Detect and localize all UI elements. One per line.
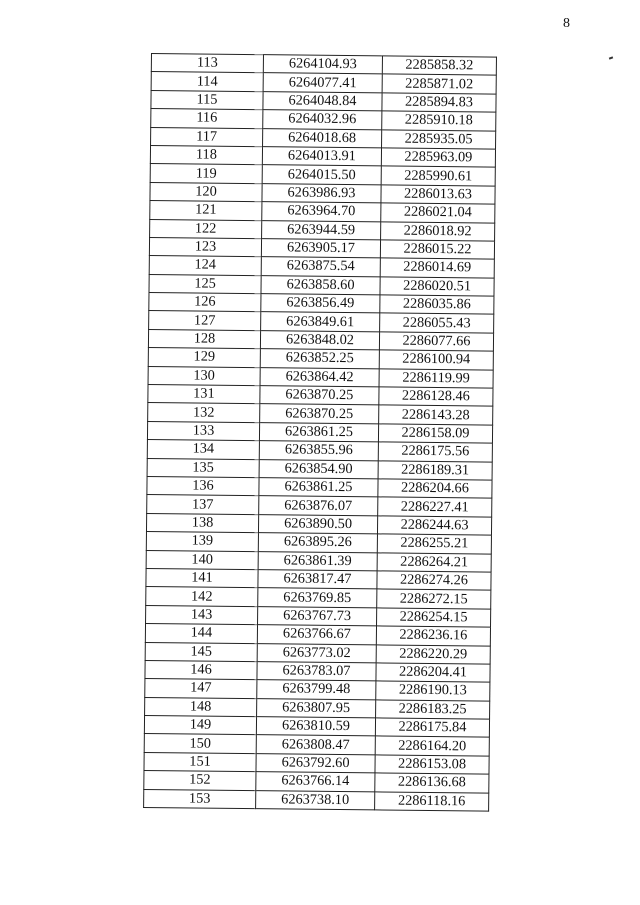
y-coordinate-cell: 2286204.66 [378, 479, 492, 499]
y-coordinate-cell: 2286136.68 [375, 773, 489, 793]
point-number-cell: 134 [147, 440, 259, 460]
table-row [144, 789, 489, 811]
point-number-cell: 140 [146, 550, 258, 570]
point-number-cell: 117 [151, 127, 263, 147]
point-number-cell: 115 [151, 90, 263, 110]
x-coordinate-cell: 6263783.07 [257, 662, 376, 682]
y-coordinate-cell: 2286153.08 [375, 755, 489, 775]
x-coordinate-cell: 6263870.25 [260, 404, 379, 424]
point-number-cell: 124 [149, 256, 261, 276]
point-number-cell: 141 [146, 568, 258, 588]
y-coordinate-cell: 2285963.09 [381, 148, 495, 168]
x-coordinate-cell: 6263858.60 [261, 275, 380, 295]
x-coordinate-cell: 6263808.47 [256, 735, 375, 755]
x-coordinate-cell: 6263876.07 [259, 496, 378, 516]
y-coordinate-cell: 2286118.16 [375, 792, 489, 812]
point-number-cell: 152 [144, 771, 256, 791]
x-coordinate-cell: 6264077.41 [263, 73, 382, 93]
x-coordinate-cell: 6263856.49 [261, 294, 380, 314]
y-coordinate-cell: 2286255.21 [377, 534, 491, 554]
y-coordinate-cell: 2286077.66 [379, 332, 493, 352]
point-number-cell: 120 [150, 182, 262, 202]
x-coordinate-cell: 6264032.96 [263, 110, 382, 130]
point-number-cell: 128 [148, 329, 260, 349]
x-coordinate-cell: 6263799.48 [257, 680, 376, 700]
x-coordinate-cell: 6263769.85 [258, 588, 377, 608]
x-coordinate-cell: 6263854.90 [259, 459, 378, 479]
y-coordinate-cell: 2286190.13 [376, 681, 490, 701]
y-coordinate-cell: 2285858.32 [382, 56, 496, 76]
x-coordinate-cell: 6263864.42 [260, 367, 379, 387]
point-number-cell: 153 [144, 789, 256, 809]
x-coordinate-cell: 6263766.67 [257, 625, 376, 645]
y-coordinate-cell: 2286272.15 [377, 589, 491, 609]
point-number-cell: 145 [145, 642, 257, 662]
point-number-cell: 132 [148, 403, 260, 423]
point-number-cell: 123 [149, 237, 261, 257]
point-number-cell: 149 [144, 716, 256, 736]
point-number-cell: 142 [146, 587, 258, 607]
point-number-cell: 151 [144, 752, 256, 772]
y-coordinate-cell: 2286220.29 [376, 644, 490, 664]
point-number-cell: 116 [151, 109, 263, 129]
point-number-cell: 125 [149, 274, 261, 294]
point-number-cell: 118 [150, 145, 262, 165]
x-coordinate-cell: 6263849.61 [261, 312, 380, 332]
y-coordinate-cell: 2286264.21 [377, 552, 491, 572]
y-coordinate-cell: 2286274.26 [377, 571, 491, 591]
y-coordinate-cell: 2286055.43 [380, 313, 494, 333]
y-coordinate-cell: 2286254.15 [377, 608, 491, 628]
point-number-cell: 114 [151, 72, 263, 92]
x-coordinate-cell: 6263807.95 [257, 698, 376, 718]
point-number-cell: 119 [150, 164, 262, 184]
coordinates-table [143, 53, 497, 812]
y-coordinate-cell: 2286014.69 [380, 258, 494, 278]
y-coordinate-cell: 2286128.46 [379, 387, 493, 407]
y-coordinate-cell: 2286100.94 [379, 350, 493, 370]
x-coordinate-cell: 6263848.02 [260, 331, 379, 351]
page-number: 8 [563, 16, 570, 31]
y-coordinate-cell: 2286236.16 [376, 626, 490, 646]
point-number-cell: 143 [146, 605, 258, 625]
x-coordinate-cell: 6263852.25 [260, 349, 379, 369]
y-coordinate-cell: 2286244.63 [377, 516, 491, 536]
point-number-cell: 122 [150, 219, 262, 239]
x-coordinate-cell: 6263986.93 [262, 183, 381, 203]
y-coordinate-cell: 2286204.41 [376, 663, 490, 683]
x-coordinate-cell: 6264013.91 [262, 147, 381, 167]
point-number-cell: 126 [149, 293, 261, 313]
x-coordinate-cell: 6263964.70 [262, 202, 381, 222]
y-coordinate-cell: 2286143.28 [379, 405, 493, 425]
point-number-cell: 135 [147, 458, 259, 478]
x-coordinate-cell: 6263861.25 [259, 478, 378, 498]
y-coordinate-cell: 2285910.18 [382, 111, 496, 131]
scan-speck [609, 56, 613, 59]
x-coordinate-cell: 6263817.47 [258, 570, 377, 590]
point-number-cell: 127 [149, 311, 261, 331]
y-coordinate-cell: 2285894.83 [382, 93, 496, 113]
y-coordinate-cell: 2286227.41 [378, 497, 492, 517]
point-number-cell: 133 [147, 421, 259, 441]
x-coordinate-cell: 6264104.93 [263, 55, 382, 75]
x-coordinate-cell: 6264018.68 [263, 128, 382, 148]
point-number-cell: 138 [146, 513, 258, 533]
y-coordinate-cell: 2286183.25 [376, 700, 490, 720]
y-coordinate-cell: 2286035.86 [380, 295, 494, 315]
x-coordinate-cell: 6263861.39 [258, 551, 377, 571]
point-number-cell: 147 [145, 679, 257, 699]
y-coordinate-cell: 2285990.61 [381, 166, 495, 186]
x-coordinate-cell: 6263890.50 [258, 514, 377, 534]
x-coordinate-cell: 6263944.59 [262, 220, 381, 240]
x-coordinate-cell: 6263738.10 [256, 790, 375, 810]
y-coordinate-cell: 2286018.92 [381, 221, 495, 241]
y-coordinate-cell: 2285935.05 [382, 129, 496, 149]
y-coordinate-cell: 2286175.56 [378, 442, 492, 462]
x-coordinate-cell: 6264015.50 [262, 165, 381, 185]
point-number-cell: 139 [146, 532, 258, 552]
point-number-cell: 136 [147, 476, 259, 496]
y-coordinate-cell: 2286020.51 [380, 277, 494, 297]
x-coordinate-cell: 6263766.14 [256, 772, 375, 792]
x-coordinate-cell: 6263810.59 [256, 717, 375, 737]
point-number-cell: 113 [151, 54, 263, 74]
x-coordinate-cell: 6264048.84 [263, 91, 382, 111]
point-number-cell: 148 [145, 697, 257, 717]
x-coordinate-cell: 6263875.54 [261, 257, 380, 277]
y-coordinate-cell: 2286164.20 [375, 736, 489, 756]
y-coordinate-cell: 2286119.99 [379, 369, 493, 389]
y-coordinate-cell: 2286021.04 [381, 203, 495, 223]
point-number-cell: 130 [148, 366, 260, 386]
point-number-cell: 131 [148, 385, 260, 405]
x-coordinate-cell: 6263870.25 [260, 386, 379, 406]
x-coordinate-cell: 6263773.02 [257, 643, 376, 663]
x-coordinate-cell: 6263792.60 [256, 753, 375, 773]
x-coordinate-cell: 6263855.96 [259, 441, 378, 461]
x-coordinate-cell: 6263767.73 [258, 606, 377, 626]
point-number-cell: 129 [148, 348, 260, 368]
point-number-cell: 144 [145, 624, 257, 644]
point-number-cell: 146 [145, 660, 257, 680]
point-number-cell: 121 [150, 201, 262, 221]
y-coordinate-cell: 2286013.63 [381, 185, 495, 205]
x-coordinate-cell: 6263861.25 [259, 422, 378, 442]
point-number-cell: 137 [147, 495, 259, 515]
coordinates-table-body [144, 54, 497, 812]
x-coordinate-cell: 6263905.17 [261, 239, 380, 259]
y-coordinate-cell: 2286158.09 [378, 424, 492, 444]
x-coordinate-cell: 6263895.26 [258, 533, 377, 553]
y-coordinate-cell: 2286175.84 [375, 718, 489, 738]
y-coordinate-cell: 2286015.22 [380, 240, 494, 260]
y-coordinate-cell: 2285871.02 [382, 74, 496, 94]
y-coordinate-cell: 2286189.31 [378, 460, 492, 480]
point-number-cell: 150 [144, 734, 256, 754]
